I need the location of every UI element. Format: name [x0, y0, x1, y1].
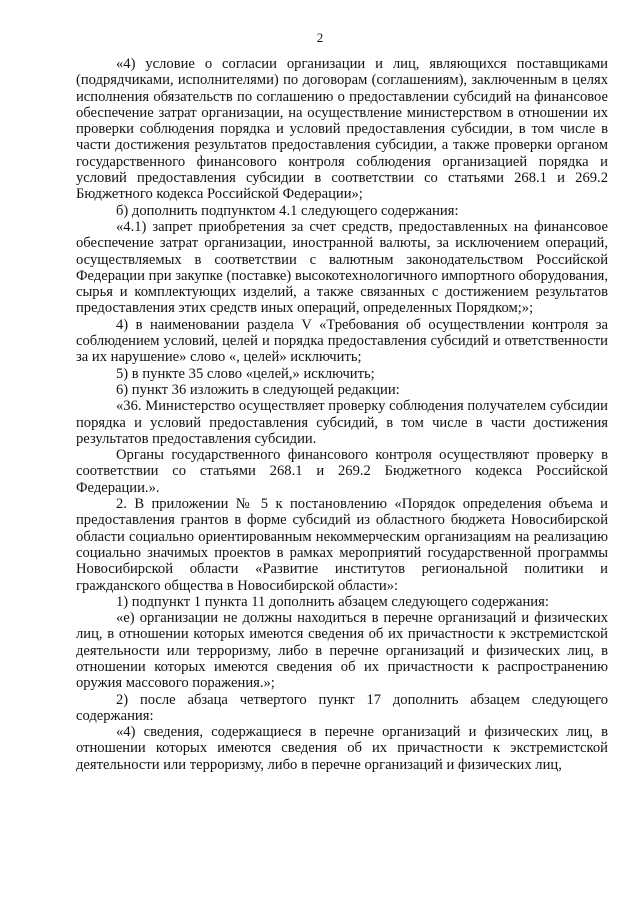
paragraph: б) дополнить подпунктом 4.1 следующего содержания: [116, 202, 459, 219]
paragraph: 6) пункт 36 изложить в следующей редакции: [116, 381, 400, 398]
paragraph: 5) в пункте 35 слово «целей,» исключить; [116, 365, 375, 382]
paragraph: 2. В приложении № 5 к постановлению «Порядок определения объема и предоставления грантов в форме субсидий из областного бюджета Новосибирской области социально ориентированным некоммерческим организациям на реализацию социально значимых проектов в рамках мероприятий государственной программы Новосибирской области «Развитие институтов региональной политики и гражданского общества в Новосибирской области»: [76, 496, 608, 594]
paragraph: 4) в наименовании раздела V «Требования об осуществлении контроля за соблюдением условий, целей и порядка предоставления субсидий и ответственности за их нарушение» слово «, целей» исключить; [76, 316, 608, 366]
paragraph: «36. Министерство осуществляет проверку соблюдения получателем субсидии порядка и условий предоставления субсидий, в том числе в части достижения результатов предоставления субсидии. [76, 398, 608, 447]
paragraph: «4.1) запрет приобретения за счет средств, предоставленных на финансовое обеспечение затрат организации, иностранной валюты, за исключением операций, осуществляемых в соответствии с валютным законодательством Российской Федерации при закупке (поставке) высокотехнологичного импортного оборудования, сырья и комплектующих изделий, а также связанных с достижением результатов предоставления этих средств иных операций, определенных Порядком;»; [76, 218, 608, 317]
paragraph: 2) после абзаца четвертого пункт 17 дополнить абзацем следующего содержания: [76, 691, 608, 724]
paragraph: Органы государственного финансового контроля осуществляют проверку в соответствии со статьями 268.1 и 269.2 Бюджетного кодекса Российской Федерации.». [76, 447, 608, 496]
paragraph: «4) сведения, содержащиеся в перечне организаций и физических лиц, в отношении которых имеются сведения об их причастности к экстремистской деятельности или терроризму, либо в перечне организаций и физических лиц, [76, 724, 608, 773]
paragraph: «4) условие о согласии организации и лиц, являющихся поставщиками (подрядчиками, исполнителями) по договорам (соглашениям), заключенным в целях исполнения обязательств по соглашению о предоставлении субсидий на финансовое обеспечение затрат организации, на осуществление министерством в отношении их проверки соблюдения порядка и условий предоставления субсидии, в том числе в части достижения результатов предоставления субсидии, а также проверки органом государственного финансового контроля соблюдения организацией порядка и условий предоставления субсидии в соответствии со статьями 268.1 и 269.2 Бюджетного кодекса Российской Федерации»; [76, 56, 608, 203]
page-number: 2 [316, 30, 324, 45]
paragraph: «е) организации не должны находиться в перечне организаций и физических лиц, в отношении которых имеются сведения об их причастности к экстремистской деятельности или терроризму, либо в перечне организаций и физических лиц, в отношении которых имеются сведения об их причастности к распространению оружия массового поражения.»; [76, 610, 608, 692]
document-body [76, 56, 608, 773]
paragraph: 1) подпункт 1 пункта 11 дополнить абзацем следующего содержания: [116, 593, 549, 610]
